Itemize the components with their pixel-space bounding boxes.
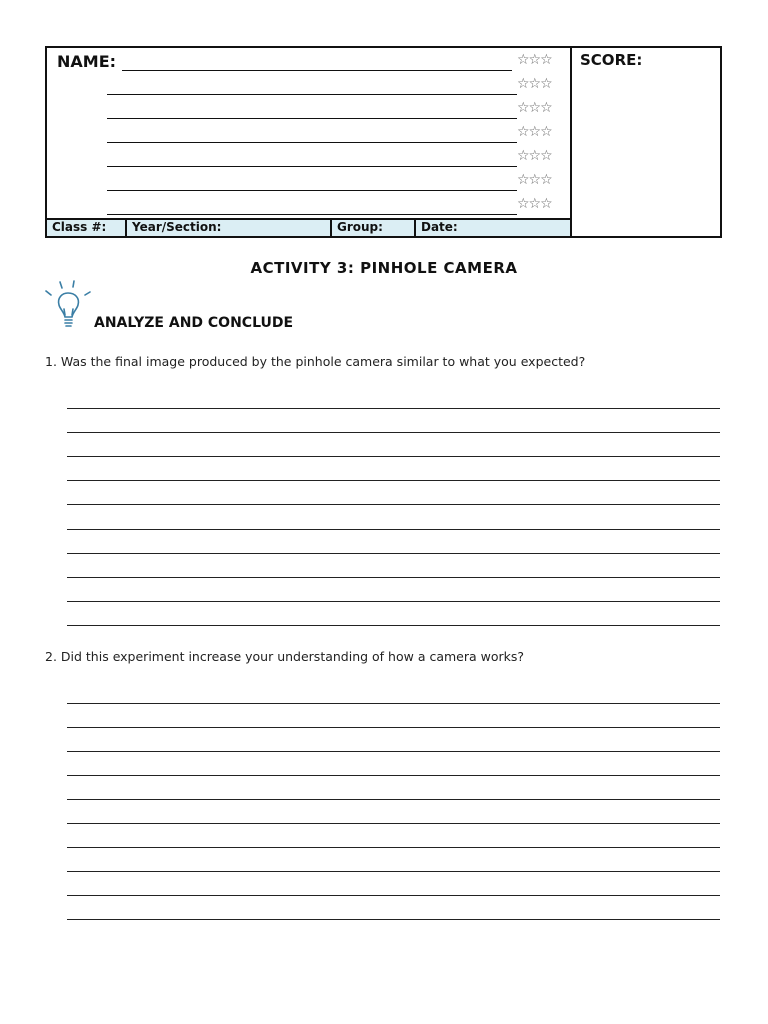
- question-1: 1. Was the final image produced by the pinhole camera similar to what you expected?: [45, 354, 586, 369]
- date-field[interactable]: Date:: [421, 220, 458, 234]
- year-section-field[interactable]: Year/Section:: [127, 220, 332, 236]
- answer-line-q2[interactable]: [67, 895, 720, 896]
- answer-line-q1[interactable]: [67, 408, 720, 409]
- score-area[interactable]: [572, 48, 720, 236]
- name-line-2[interactable]: [107, 94, 517, 95]
- answer-line-q2[interactable]: [67, 703, 720, 704]
- answer-line-q2[interactable]: [67, 823, 720, 824]
- answer-line-q2[interactable]: [67, 871, 720, 872]
- answer-line-q1[interactable]: [67, 529, 720, 530]
- name-line-7[interactable]: [107, 214, 517, 215]
- answer-line-q1[interactable]: [67, 432, 720, 433]
- student-info-box: [45, 46, 722, 238]
- question-2: 2. Did this experiment increase your understanding of how a camera works?: [45, 649, 525, 664]
- answer-line-q2[interactable]: [67, 751, 720, 752]
- answer-line-q1[interactable]: [67, 625, 720, 626]
- star-rating-3[interactable]: ☆☆☆: [517, 100, 552, 116]
- answer-line-q1[interactable]: [67, 601, 720, 602]
- section-heading: ANALYZE AND CONCLUDE: [94, 315, 294, 331]
- answer-line-q2[interactable]: [67, 727, 720, 728]
- name-area: [47, 48, 572, 218]
- activity-title: ACTIVITY 3: PINHOLE CAMERA: [250, 259, 518, 277]
- class-info-row: [47, 218, 572, 236]
- answer-line-q2[interactable]: [67, 847, 720, 848]
- class-number-field[interactable]: Class #:: [47, 220, 127, 236]
- name-line-1[interactable]: [122, 70, 512, 71]
- name-label: NAME:: [57, 52, 117, 71]
- answer-line-q1[interactable]: [67, 553, 720, 554]
- star-rating-5[interactable]: ☆☆☆: [517, 148, 552, 164]
- name-line-3[interactable]: [107, 118, 517, 119]
- star-rating-2[interactable]: ☆☆☆: [517, 76, 552, 92]
- star-rating-6[interactable]: ☆☆☆: [517, 172, 552, 188]
- lightbulb-icon: [42, 279, 98, 335]
- answer-line-q1[interactable]: [67, 480, 720, 481]
- star-rating-7[interactable]: ☆☆☆: [517, 196, 552, 212]
- name-line-4[interactable]: [107, 142, 517, 143]
- star-rating-1[interactable]: ☆☆☆: [517, 52, 552, 68]
- answer-line-q1[interactable]: [67, 504, 720, 505]
- answer-line-q2[interactable]: [67, 799, 720, 800]
- answer-line-q2[interactable]: [67, 919, 720, 920]
- answer-line-q1[interactable]: [67, 577, 720, 578]
- answer-line-q2[interactable]: [67, 775, 720, 776]
- star-rating-4[interactable]: ☆☆☆: [517, 124, 552, 140]
- name-line-6[interactable]: [107, 190, 517, 191]
- group-field[interactable]: Group:: [332, 220, 416, 236]
- answer-line-q1[interactable]: [67, 456, 720, 457]
- name-line-5[interactable]: [107, 166, 517, 167]
- score-label: SCORE:: [580, 51, 643, 69]
